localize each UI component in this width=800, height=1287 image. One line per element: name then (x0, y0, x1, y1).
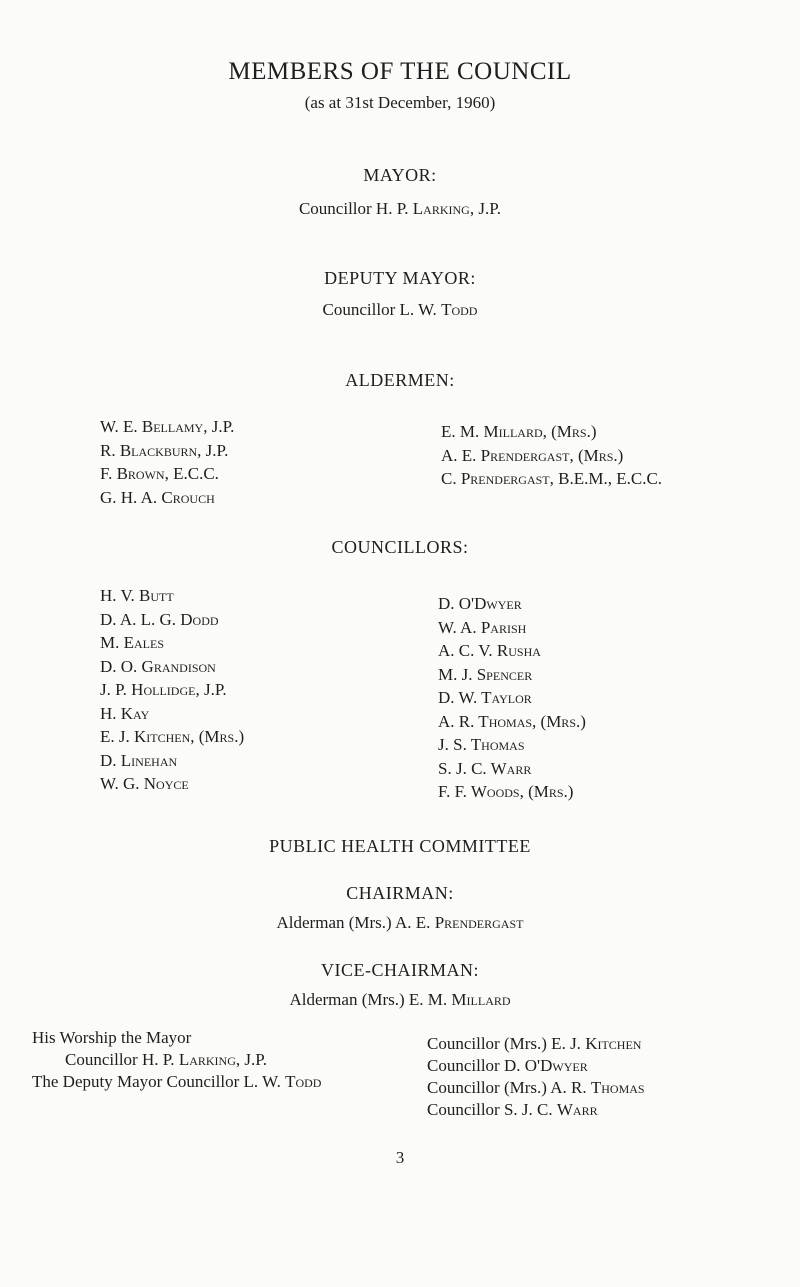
page-title: MEMBERS OF THE COUNCIL (228, 58, 572, 85)
list-item: H. Kay (100, 703, 150, 723)
list-item: A. C. V. Rusha (438, 641, 541, 660)
page-number: 3 (395, 1148, 405, 1167)
vice-chairman-heading: VICE-CHAIRMAN: (321, 960, 479, 980)
mayor-heading: MAYOR: (363, 165, 437, 185)
committee-right-line-2: Councillor D. O'Dwyer (427, 1056, 588, 1075)
committee-right-line-3: Councillor (Mrs.) A. R. Thomas (427, 1078, 645, 1097)
committee-title: PUBLIC HEALTH COMMITTEE (269, 836, 531, 856)
list-item: A. R. Thomas, (Mrs.) (438, 711, 586, 731)
list-item: W. E. Bellamy, J.P. (100, 417, 235, 436)
chairman-surname: Prendergast (434, 913, 524, 932)
list-item: J. S. Thomas (438, 735, 525, 754)
chairman-name (0, 913, 800, 933)
deputy-mayor-heading: DEPUTY MAYOR: (324, 268, 476, 288)
aldermen-left-list (100, 415, 234, 509)
list-item: S. J. C. Warr (438, 758, 532, 778)
mayor-suffix: , J.P. (469, 199, 502, 218)
committee-left-line-2: Councillor H. P. Larking, J.P. (65, 1050, 268, 1069)
list-item: M. Eales (100, 633, 164, 652)
list-item: E. J. Kitchen, (Mrs.) (100, 727, 245, 746)
list-item: D. A. L. G. Dodd (100, 609, 219, 629)
committee-right-line-1: Councillor (Mrs.) E. J. Kitchen (427, 1034, 642, 1053)
deputy-mayor-surname: Todd (441, 300, 478, 319)
list-item: M. J. Spencer (438, 664, 533, 684)
vice-chairman-prefix: Alderman (Mrs.) E. M. (289, 990, 448, 1009)
list-item: D. O. Grandison (100, 656, 216, 676)
councillors-right-list (438, 592, 586, 804)
list-item: F. Brown, E.C.C. (100, 464, 219, 483)
aldermen-heading: ALDERMEN: (345, 370, 455, 390)
councillors-left-list (100, 584, 244, 796)
list-item: E. M. Millard, (Mrs.) (441, 422, 597, 441)
chairman-heading: CHAIRMAN: (346, 883, 454, 903)
committee-members-right (427, 1033, 645, 1121)
list-item: G. H. A. Crouch (100, 487, 215, 507)
list-item: W. A. Parish (438, 617, 527, 637)
vice-chairman-name (0, 990, 800, 1010)
councillors-heading: COUNCILLORS: (331, 537, 469, 557)
list-item: C. Prendergast, B.E.M., E.C.C. (441, 469, 663, 488)
mayor-surname: Larking (412, 199, 470, 218)
committee-left-line-1: His Worship the Mayor (32, 1028, 192, 1047)
mayor-name (0, 199, 800, 219)
list-item: H. V. Butt (100, 586, 174, 605)
aldermen-right-list (441, 420, 662, 491)
mayor-prefix: Councillor H. P. (298, 199, 409, 218)
committee-right-line-4: Councillor S. J. C. Warr (427, 1100, 598, 1119)
deputy-mayor-prefix: Councillor L. W. (322, 300, 437, 319)
deputy-mayor-name (0, 300, 800, 320)
list-item: D. Linehan (100, 750, 178, 770)
committee-left-line-3: The Deputy Mayor Councillor L. W. Todd (32, 1072, 322, 1091)
list-item: D. O'Dwyer (438, 594, 522, 613)
list-item: W. G. Noyce (100, 774, 189, 793)
chairman-prefix: Alderman (Mrs.) A. E. (276, 913, 431, 932)
vice-chairman-surname: Millard (451, 990, 511, 1009)
list-item: A. E. Prendergast, (Mrs.) (441, 445, 624, 465)
list-item: F. F. Woods, (Mrs.) (438, 782, 574, 801)
list-item: J. P. Hollidge, J.P. (100, 680, 227, 699)
page-subtitle: (as at 31st December, 1960) (304, 93, 496, 112)
list-item: R. Blackburn, J.P. (100, 440, 229, 460)
committee-members-left (32, 1027, 321, 1093)
list-item: D. W. Taylor (438, 688, 532, 707)
